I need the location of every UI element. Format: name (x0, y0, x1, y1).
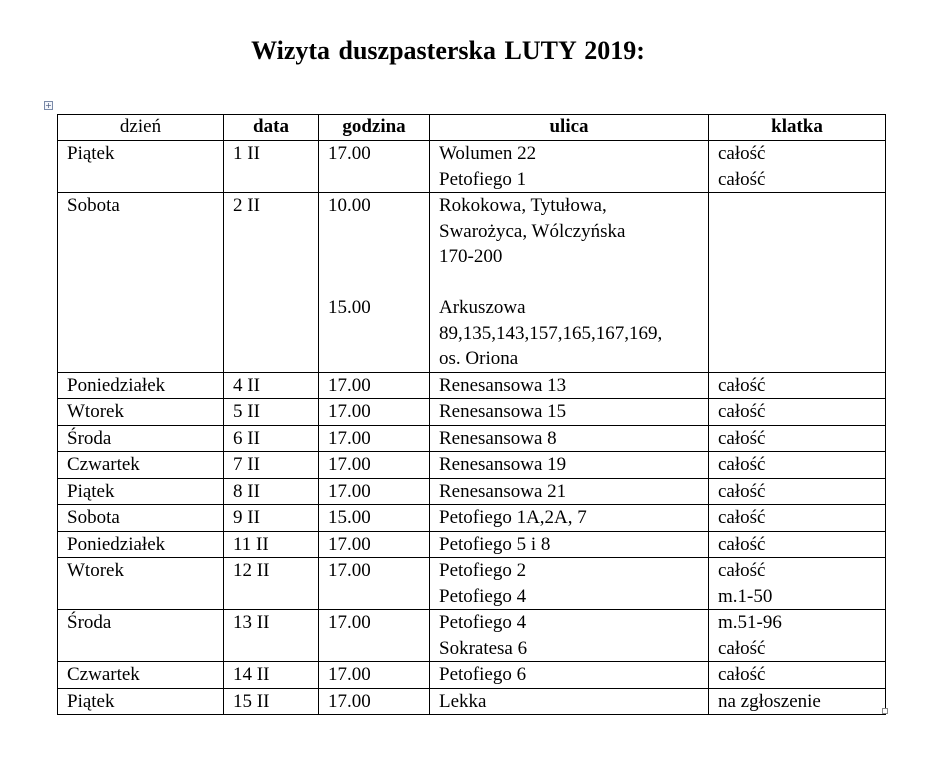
table-row (58, 425, 886, 452)
street-value: Petofiego 4 (439, 612, 527, 633)
cell-date: 13 II (224, 610, 319, 662)
cell-date: 2 II (224, 193, 319, 373)
street-value: Petofiego 4 (439, 585, 527, 607)
cell-time (319, 141, 430, 193)
cell-street: Renesansowa 8 (430, 425, 709, 452)
cell-street: Petofiego 6 (430, 662, 709, 689)
cell-day: Wtorek (58, 558, 224, 610)
cell-stairwell: całość (709, 399, 886, 426)
cell-date: 12 II (224, 558, 319, 610)
cell-stairwell: całość (709, 478, 886, 505)
street-value: Rokokowa, Tytułowa, (439, 195, 607, 216)
cell-date: 14 II (224, 662, 319, 689)
table-row (58, 399, 886, 426)
cell-street: Renesansowa 13 (430, 372, 709, 399)
page-title: Wizyta duszpasterska LUTY 2019: (251, 36, 645, 65)
table-row (58, 372, 886, 399)
street-value: Sokratesa 6 (439, 637, 528, 659)
cell-day: Czwartek (58, 662, 224, 689)
cell-time: 17.00 (319, 531, 430, 558)
cell-time (319, 193, 430, 373)
visit-schedule-table (57, 114, 886, 715)
cell-day: Czwartek (58, 452, 224, 479)
cell-street: Renesansowa 21 (430, 478, 709, 505)
cell-street: Petofiego 5 i 8 (430, 531, 709, 558)
cell-street (430, 610, 709, 662)
table-row (58, 505, 886, 532)
cell-time: 17.00 (319, 688, 430, 715)
cell-time: 17.00 (319, 452, 430, 479)
cell-stairwell (709, 610, 886, 662)
cell-day: Piątek (58, 141, 224, 193)
cell-day: Poniedziałek (58, 531, 224, 558)
cell-date: 7 II (224, 452, 319, 479)
street-value: Swarożyca, Wólczyńska (439, 220, 626, 242)
street-value: 170-200 (439, 246, 503, 267)
table-row (58, 688, 886, 715)
table-row (58, 478, 886, 505)
cell-time: 17.00 (319, 662, 430, 689)
time-value: 10.00 (328, 195, 371, 216)
time-value: 15.00 (328, 297, 371, 318)
cell-time: 17.00 (319, 425, 430, 452)
cell-street: Renesansowa 15 (430, 399, 709, 426)
table-row (58, 452, 886, 479)
street-value: os. Oriona (439, 348, 519, 369)
street-value: Arkuszowa (439, 297, 526, 318)
table-row (58, 141, 886, 193)
table-row (58, 610, 886, 662)
table-header-row (58, 115, 886, 141)
cell-street: Petofiego 1A,2A, 7 (430, 505, 709, 532)
cell-date: 5 II (224, 399, 319, 426)
table-row (58, 531, 886, 558)
table-row (58, 662, 886, 689)
stairwell-value: całość (718, 560, 766, 581)
table-move-handle-icon[interactable]: + (45, 101, 52, 110)
cell-day: Środa (58, 610, 224, 662)
stairwell-value: całość (718, 637, 766, 659)
stairwell-value: m.1-50 (718, 585, 773, 607)
cell-day: Sobota (58, 505, 224, 532)
cell-day: Piątek (58, 478, 224, 505)
cell-time: 17.00 (319, 478, 430, 505)
cell-day: Wtorek (58, 399, 224, 426)
cell-street (430, 558, 709, 610)
cell-stairwell: całość (709, 662, 886, 689)
stairwell-value: całość (718, 168, 766, 190)
stairwell-value: m.51-96 (718, 612, 782, 633)
cell-date: 8 II (224, 478, 319, 505)
cell-date: 9 II (224, 505, 319, 532)
cell-stairwell (709, 141, 886, 193)
cell-time: 17.00 (319, 610, 430, 662)
cell-day: Sobota (58, 193, 224, 373)
cell-date: 11 II (224, 531, 319, 558)
cell-day: Piątek (58, 688, 224, 715)
cell-time: 17.00 (319, 399, 430, 426)
cell-stairwell (709, 558, 886, 610)
cell-stairwell: na zgłoszenie (709, 688, 886, 715)
cell-day: Środa (58, 425, 224, 452)
cell-stairwell: całość (709, 531, 886, 558)
street-value: Wolumen 22 (439, 143, 537, 164)
cell-time: 15.00 (319, 505, 430, 532)
table-row (58, 558, 886, 610)
time-value: 17.00 (328, 143, 371, 164)
cell-date: 15 II (224, 688, 319, 715)
header-day: dzień (58, 115, 224, 141)
header-street: ulica (430, 115, 709, 141)
table-row (58, 193, 886, 373)
cell-street (430, 193, 709, 373)
street-value: 89,135,143,157,165,167,169, (439, 322, 663, 344)
cell-street: Lekka (430, 688, 709, 715)
street-value: Petofiego 2 (439, 560, 527, 581)
cell-stairwell: całość (709, 452, 886, 479)
stairwell-value: całość (718, 143, 766, 164)
header-date: data (224, 115, 319, 141)
cell-time: 17.00 (319, 372, 430, 399)
header-stairwell: klatka (709, 115, 886, 141)
cell-stairwell: całość (709, 372, 886, 399)
cell-date: 1 II (224, 141, 319, 193)
cell-street: Renesansowa 19 (430, 452, 709, 479)
cell-stairwell: całość (709, 505, 886, 532)
cell-date: 4 II (224, 372, 319, 399)
table-resize-handle[interactable] (882, 708, 888, 714)
cell-date: 6 II (224, 425, 319, 452)
cell-stairwell (709, 193, 886, 373)
cell-time: 17.00 (319, 558, 430, 610)
header-time: godzina (319, 115, 430, 141)
cell-street (430, 141, 709, 193)
cell-day: Poniedziałek (58, 372, 224, 399)
street-value: Petofiego 1 (439, 168, 527, 190)
cell-stairwell: całość (709, 425, 886, 452)
